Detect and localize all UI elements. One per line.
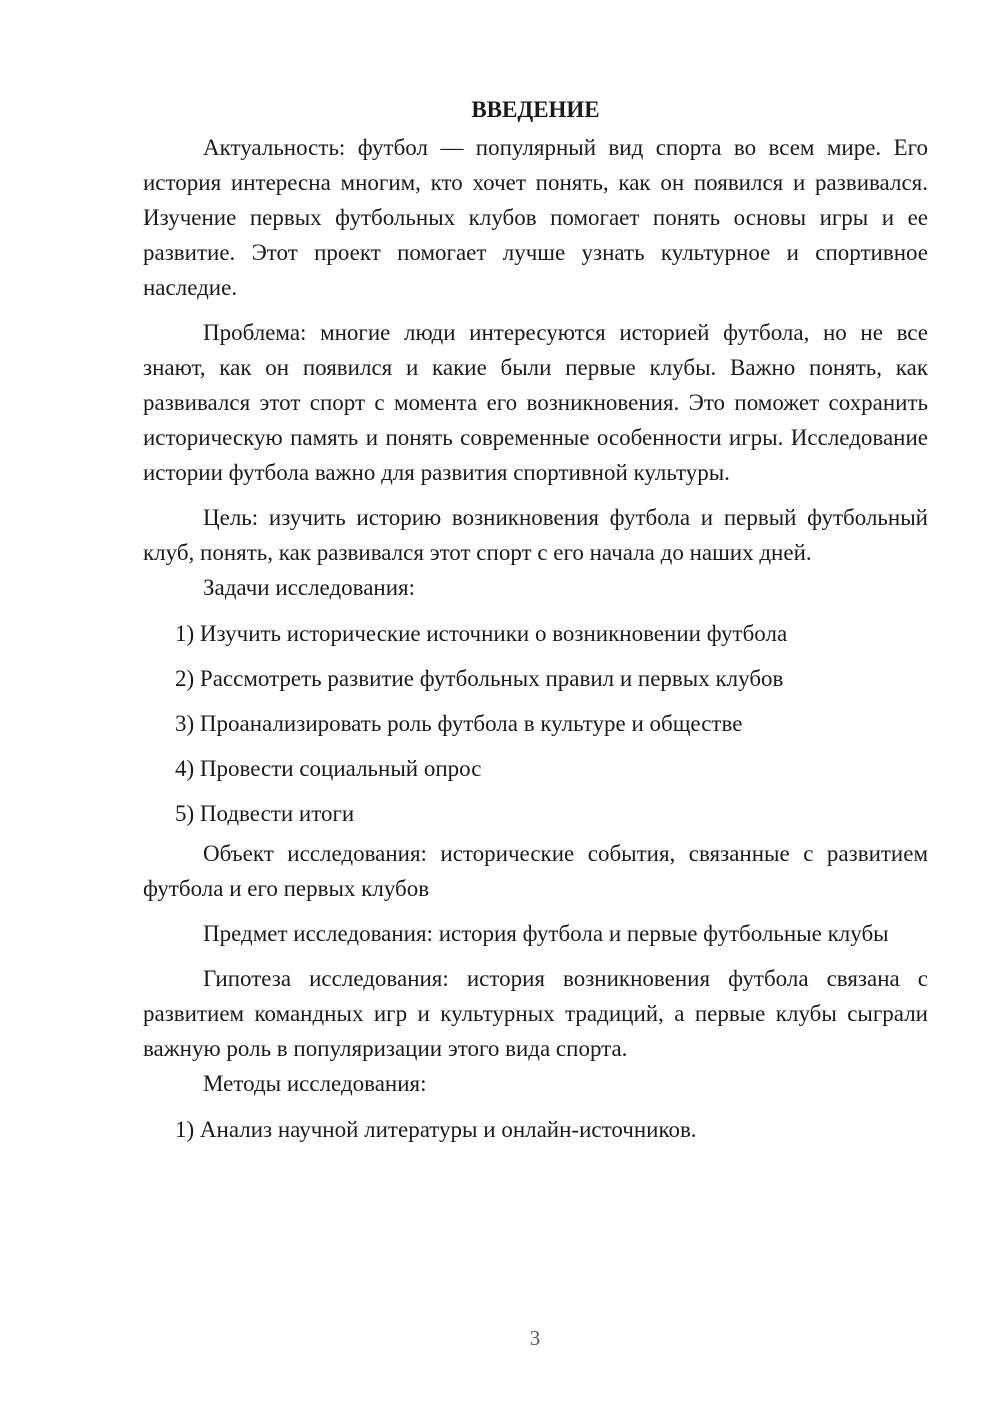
method-item-1: 1) Анализ научной литературы и онлайн-источников. [175,1117,697,1142]
methods-heading: Методы исследования: [203,1071,427,1096]
tasks-list [143,616,928,831]
subject-paragraph: Предмет исследования: история футбола и первые футбольные клубы [203,921,889,946]
document-page [143,92,928,1147]
methods-list [143,1112,928,1147]
task-item-5: 5) Подвести итоги [175,801,355,826]
relevance-paragraph: Актуальность: футбол — популярный вид спорта во всем мире. Его история интересна многим, кто хочет понять, как он появился и развивался. Изучение первых футбольных клубов помогает понять основы игры и ее развитие. Этот проект помогает лучше узнать культурное и спортивное наследие. [143,135,928,300]
hypothesis-paragraph: Гипотеза исследования: история возникновения футбола связана с развитием командных игр и культурных традиций, а первые клубы сыграли важную роль в популяризации этого вида спорта. [143,966,928,1061]
task-item-1: 1) Изучить исторические источники о возникновении футбола [175,621,788,646]
object-paragraph: Объект исследования: исторические события, связанные с развитием футбола и его первых клубов [143,841,928,901]
section-title: ВВЕДЕНИЕ [471,97,600,122]
task-item-2: 2) Рассмотреть развитие футбольных правил и первых клубов [175,666,784,691]
tasks-heading: Задачи исследования: [203,575,416,600]
goal-paragraph: Цель: изучить историю возникновения футбола и первый футбольный клуб, понять, как развивался этот спорт с его начала до наших дней. [143,505,928,565]
problem-paragraph: Проблема: многие люди интересуются историей футбола, но не все знают, как он появился и какие были первые клубы. Важно понять, как развивался этот спорт с момента его возникновения. Это поможет сохранить историческую память и понять современные особенности игры. Исследование истории футбола важно для развития спортивной культуры. [143,320,928,485]
task-item-3: 3) Проанализировать роль футбола в культуре и обществе [175,711,743,736]
page-number: 3 [529,1326,541,1350]
task-item-4: 4) Провести социальный опрос [175,756,482,781]
